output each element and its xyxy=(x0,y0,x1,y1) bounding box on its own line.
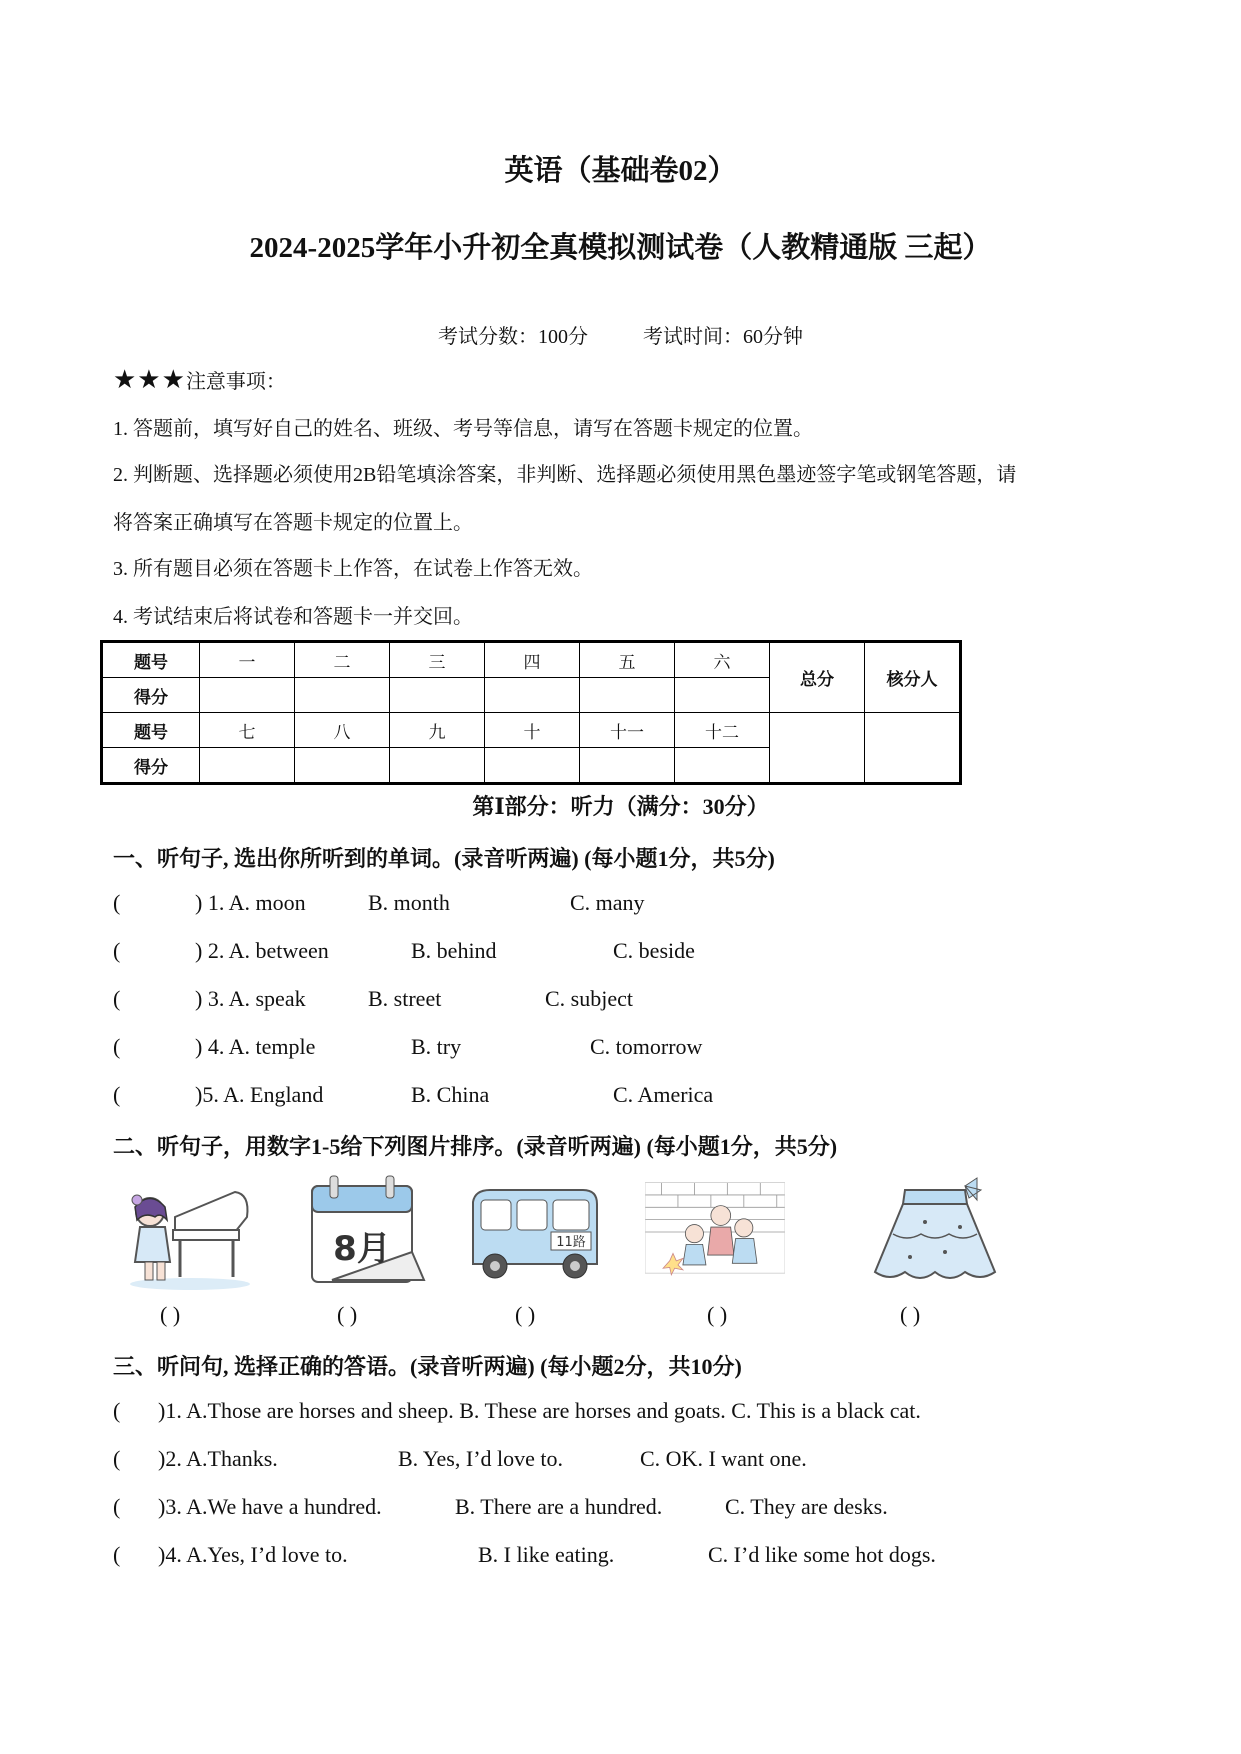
score-cell[interactable] xyxy=(485,678,580,713)
exam-title: 英语（基础卷02） xyxy=(504,155,737,187)
score-table xyxy=(100,640,962,785)
section-number: 八 xyxy=(295,713,390,748)
checker-label: 核分人 xyxy=(865,642,961,713)
score-cell[interactable] xyxy=(580,678,675,713)
row-label: 得分 xyxy=(102,678,200,713)
score-cell[interactable] xyxy=(295,748,390,784)
notice-item-2-cont: 将答案正确填写在答题卡规定的位置上。 xyxy=(113,512,473,534)
star-icons: ★★★ xyxy=(113,365,186,394)
section-number: 六 xyxy=(675,642,770,678)
exam-meta xyxy=(0,320,1241,349)
section3-title: 三、听问句, 选择正确的答语。(录音听两遍) (每小题2分，共10分) xyxy=(113,1354,742,1379)
part-heading: 第Ⅰ部分：听力（满分：30分） xyxy=(472,794,769,819)
score-cell[interactable] xyxy=(200,678,295,713)
checker-cell[interactable] xyxy=(865,713,961,784)
section-number: 十 xyxy=(485,713,580,748)
kids-firecrackers-picture xyxy=(645,1172,785,1292)
calendar-label: 8月 xyxy=(333,1229,391,1269)
section-number: 三 xyxy=(390,642,485,678)
row-label: 题号 xyxy=(102,642,200,678)
section-number: 二 xyxy=(295,642,390,678)
picture-answer-slot[interactable]: ( ) xyxy=(515,1302,536,1327)
section-number: 一 xyxy=(200,642,295,678)
picture-answer-slot[interactable]: ( ) xyxy=(337,1302,358,1327)
notice-heading: ★★★注意事项： xyxy=(113,365,286,394)
section-number: 九 xyxy=(390,713,485,748)
skirt-picture xyxy=(865,1172,1005,1292)
picture-answer-slot[interactable]: ( ) xyxy=(900,1302,921,1327)
score-cell[interactable] xyxy=(390,748,485,784)
section2-title: 二、听句子，用数字1-5给下列图片排序。(录音听两遍) (每小题1分，共5分) xyxy=(113,1134,838,1159)
section-number: 十二 xyxy=(675,713,770,748)
section-number: 五 xyxy=(580,642,675,678)
notice-item-2: 2. 判断题、选择题必须使用2B铅笔填涂答案，非判断、选择题必须使用黑色墨迹签字笔或钢笔答题，请 xyxy=(113,464,1017,486)
notice-item-3: 3. 所有题目必须在答题卡上作答，在试卷上作答无效。 xyxy=(113,558,593,580)
section-number: 十一 xyxy=(580,713,675,748)
row-label: 题号 xyxy=(102,713,200,748)
score-cell[interactable] xyxy=(390,678,485,713)
picture-answer-slot[interactable]: ( ) xyxy=(160,1302,181,1327)
section-number: 四 xyxy=(485,642,580,678)
time-info: 考试时间：60分钟 xyxy=(643,326,803,348)
section-number: 七 xyxy=(200,713,295,748)
notice-item-4: 4. 考试结束后将试卷和答题卡一并交回。 xyxy=(113,606,473,628)
total-score-label: 总分 xyxy=(770,642,865,713)
score-cell[interactable] xyxy=(200,748,295,784)
calendar-picture xyxy=(302,1172,442,1292)
score-cell[interactable] xyxy=(295,678,390,713)
score-cell[interactable] xyxy=(485,748,580,784)
score-info: 考试分数：100分 xyxy=(438,326,588,348)
picture-answer-slot[interactable]: ( ) xyxy=(707,1302,728,1327)
section1-title: 一、听句子, 选出你所听到的单词。(录音听两遍) (每小题1分，共5分) xyxy=(113,846,775,871)
exam-subtitle: 2024-2025学年小升初全真模拟测试卷（人教精通版 三起） xyxy=(249,232,992,264)
score-cell[interactable] xyxy=(580,748,675,784)
bus-route-label: 11路 xyxy=(556,1235,586,1250)
score-cell[interactable] xyxy=(675,748,770,784)
row-label: 得分 xyxy=(102,748,200,784)
piano-girl-picture xyxy=(115,1172,255,1292)
score-cell[interactable] xyxy=(675,678,770,713)
total-score-cell[interactable] xyxy=(770,713,865,784)
notice-item-1: 1. 答题前，填写好自己的姓名、班级、考号等信息，请写在答题卡规定的位置。 xyxy=(113,418,813,440)
bus-picture xyxy=(465,1172,605,1292)
